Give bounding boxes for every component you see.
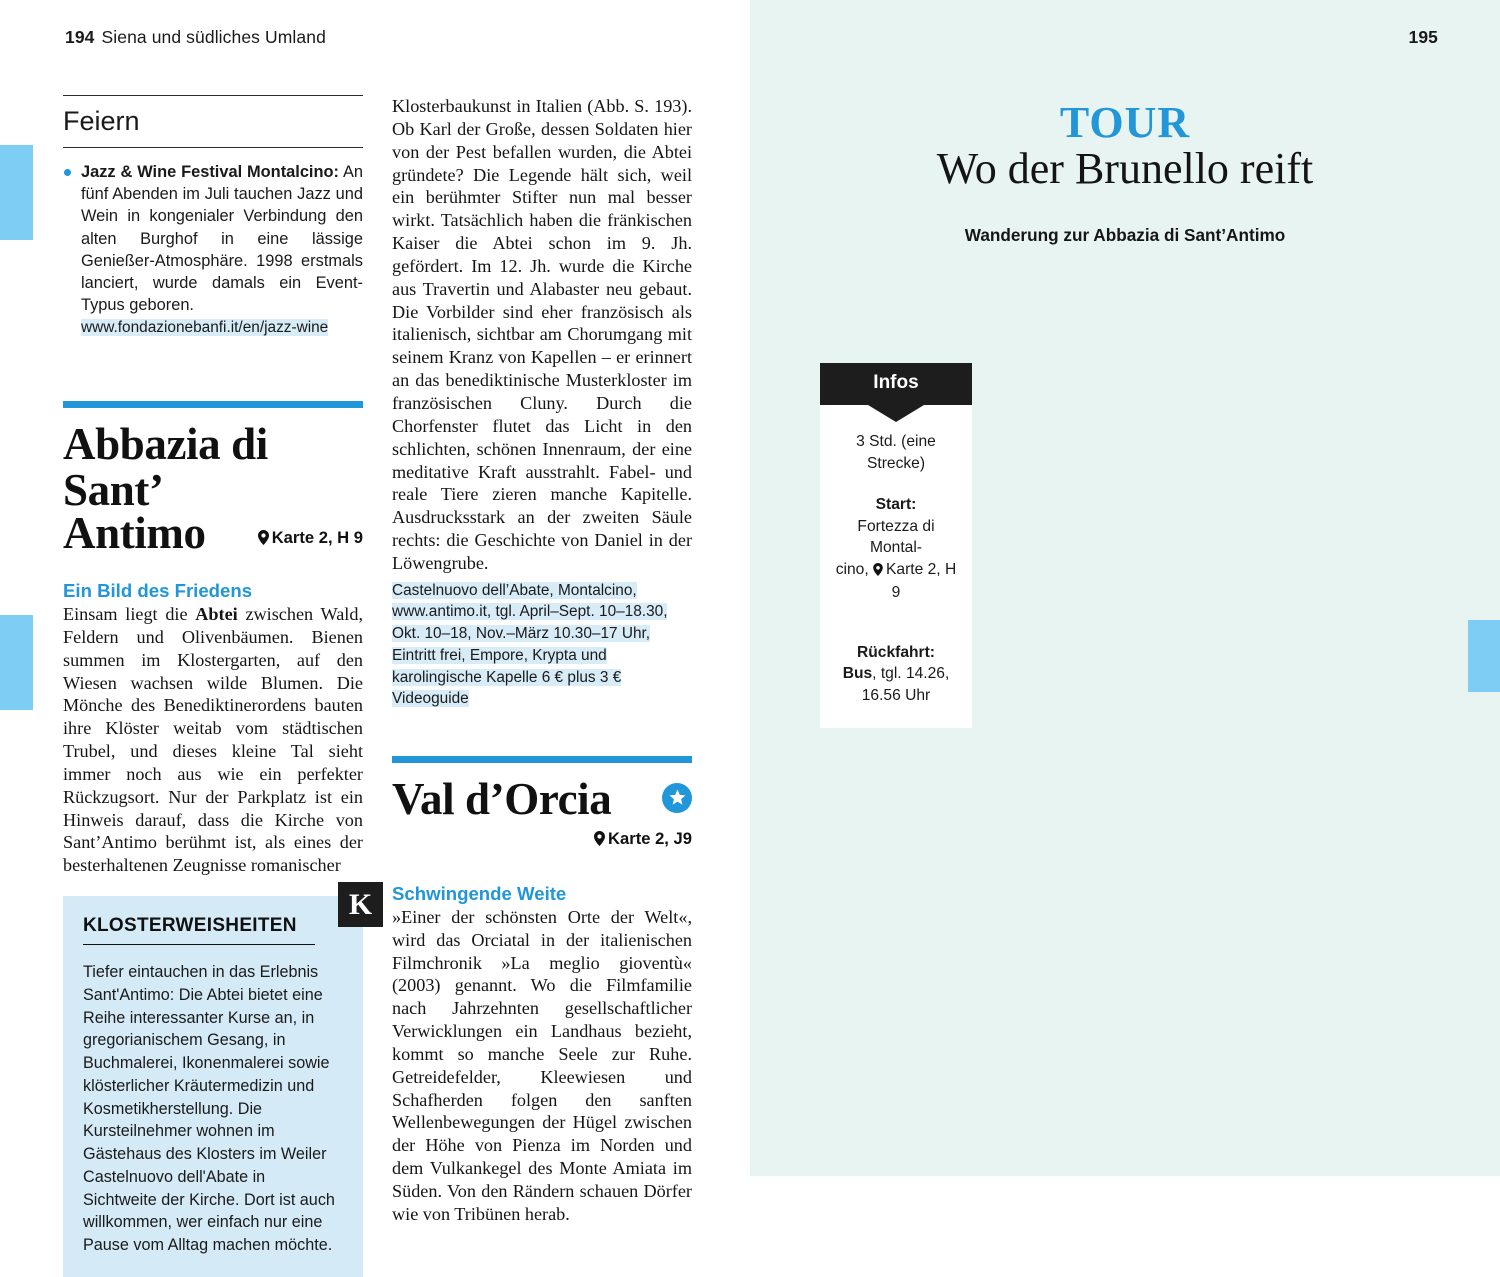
running-head-title: Siena und südliches Umland [101,27,326,47]
abbazia-body-text-a: Einsam liegt die [63,603,196,624]
edge-tab-marker-upper [0,145,33,240]
left-page [0,0,750,1255]
bullet-dot-icon [64,169,71,176]
page-number-left: 194 [65,27,95,47]
klosterweisheiten-title: KLOSTERWEISHEITEN [83,915,315,945]
infos-start-block [830,494,962,604]
klosterweisheiten-badge-icon: K [338,882,383,927]
left-column-2 [392,95,692,1226]
edge-tab-marker-right [1468,620,1500,692]
infos-body [820,405,972,728]
abbazia-subheading: Ein Bild des Friedens [63,579,253,601]
feiern-heading: Feiern [63,106,140,136]
infos-start-label: Start: [875,496,917,514]
infos-return-block [830,642,962,707]
abbazia-section [63,401,363,878]
abbazia-karte-text: Karte 2, H 9 [271,527,363,547]
tour-title: Wo der Brunello reift [936,144,1314,193]
feiern-section-header [63,95,363,148]
abbazia-info-line-wrap [392,580,692,710]
abbazia-body-col2: Klosterbaukunst in Italien (Abb. S. 193). Ob Karl der Große, dessen Soldaten hier von der Pest befallen wurden, die Abtei gründete? Die Legende hält sich, weil ein berühmter Stifter nun mal besser wirkt. Tatsächlich haben die fränkischen Kaiser die Abtei schon im 9. Jh. gefördert. Im 12. Jh. wurde die Kirche aus Travertin und Alabaster neu gebaut. Die Vorbilder sind eher französisch als italienisch, sichtbar am Chorumgang mit seinem Kranz von Kapellen – er erinnert an das benediktinische Musterkloster im französischen Cluny. Durch die Chorfenster flutet das Licht in den schlichten, schönen Innenraum, der eine meditative Kraft ausstrahlt. Fabel- und reale Tiere zieren manche Kapitelle. Ausdrucksstark an der zweiten Säule rechts: die Geschichte von Daniel in der Löwengrube. [392,96,692,573]
infos-return-times: , tgl. 14.26, 16.56 Uhr [861,665,950,704]
infos-box [820,363,972,728]
klosterweisheiten-text: Tiefer eintauchen in das Erlebnis Sant'Antimo: Die Abtei bietet eine Reihe interessanter Kurse an, in gregorianischem Gesang, in Buchmalerei, Ikonenmalerei sowie klösterlicher Kräutermedizin und Kosmetikherstellung. Die Kursteilnehmer wohnen im Gästehaus des Klosters im Weiler Castelnuovo dell'Abate in Sichtweite der Kirche. Dort ist auch willkommen, wer einfach nur eine Pause vom Alltag machen möchte. [83,963,335,1255]
festival-description: An fünf Abenden im Juli tauchen Jazz und Wein in kongenialer Verbindung den alten Burghof in eine lässige Genießer-Atmosphäre. 1998 erstmals lanciert, wurde damals ein Event-Typus geboren. [81,163,363,314]
running-head-left [65,27,326,48]
valdorcia-body: »Einer der schönsten Orte der Welt«, wird das Orciatal in der italienischen Filmchronik »La meglio gioventù« (2003) genannt. Wo die Filmfamilie nach Jahrzehnten gesellschaftlicher Verwicklungen ein Landhaus bezieht, kommt so manche Seele zur Ruhe. Getreidefelder, Kleewiesen und Schafherden folgen den sanften Wellenbewegungen der Hügel zwischen der Höhe von Pienza im Norden und dem Vulkankegel des Monte Amiata im Süden. Von den Rändern schauen Dörfer wie von Tribünen herab. [392,906,692,1224]
abbazia-title-line1: Abbazia di Sant’ [63,418,268,516]
abbazia-body-col1 [63,603,363,877]
infos-banner: Infos [820,363,972,405]
klosterweisheiten-box [63,887,373,1277]
abbazia-info-line: Castelnuovo dell’Abate, Montalcino, www.antimo.it, tgl. April–Sept. 10–18.30, Okt. 10–18, Nov.–März 10.30–17 Uhr, Eintritt frei, Empore, Krypta und karolingische Kapelle 6 € plus 3 € Videoguide [392,581,668,708]
valdorcia-map-reference [392,829,692,858]
infos-start-line1: Fortezza di Montal- [857,517,935,557]
valdorcia-section [392,756,692,1226]
abbazia-map-reference [258,528,363,557]
valdorcia-title: Val d’Orcia [392,774,612,825]
highlight-star-icon [662,783,692,813]
festival-name: Jazz & Wine Festival Montalcino: [81,163,339,182]
page-number-right: 195 [1408,27,1438,47]
infos-duration: 3 Std. (eine Strecke) [856,433,936,472]
abbazia-body-text-b: zwischen Wald, Feldern und Olivenbäumen. Bienen summen im Klostergarten, auf den Wiesen wachsen wilde Blumen. Die Mönche des Benediktinerordens bauten ihre Klöster weitab vom städtischen Trubel, und dieses kleine Tal sieht immer noch aus wie ein perfekter Rückzugsort. Nur der Parkplatz ist ein Hinweis darauf, dass die Kirche von Sant’Antimo berühmt ist, als eines der besterhaltenen Zeugnisse romanischer [63,603,363,876]
tour-subtitle: Wanderung zur Abbazia di Sant’Antimo [964,225,1286,245]
edge-tab-marker-lower [0,615,33,710]
infos-return-label: Rückfahrt: [857,643,935,661]
map-pin-icon [594,831,605,851]
map-pin-icon [873,561,883,583]
valdorcia-karte-text: Karte 2, J9 [608,828,692,848]
tour-kicker: TOUR [1059,98,1191,147]
infos-return-mode: Bus [842,665,873,683]
infos-start-line2: cino, [835,560,874,578]
abbazia-title-line2: Antimo [63,508,206,559]
map-pin-icon [258,530,269,550]
valdorcia-section-rule [392,756,692,763]
infos-start-karte: Karte 2, H 9 [886,560,957,602]
left-column-1 [63,95,373,1277]
section-rule [63,401,363,408]
valdorcia-subheading: Schwingende Weite [392,882,567,904]
festival-listing [63,161,363,338]
right-page [750,0,1500,1176]
festival-url[interactable]: www.fondazionebanfi.it/en/jazz-wine [81,318,329,336]
abbazia-body-bold: Abtei [195,603,238,624]
